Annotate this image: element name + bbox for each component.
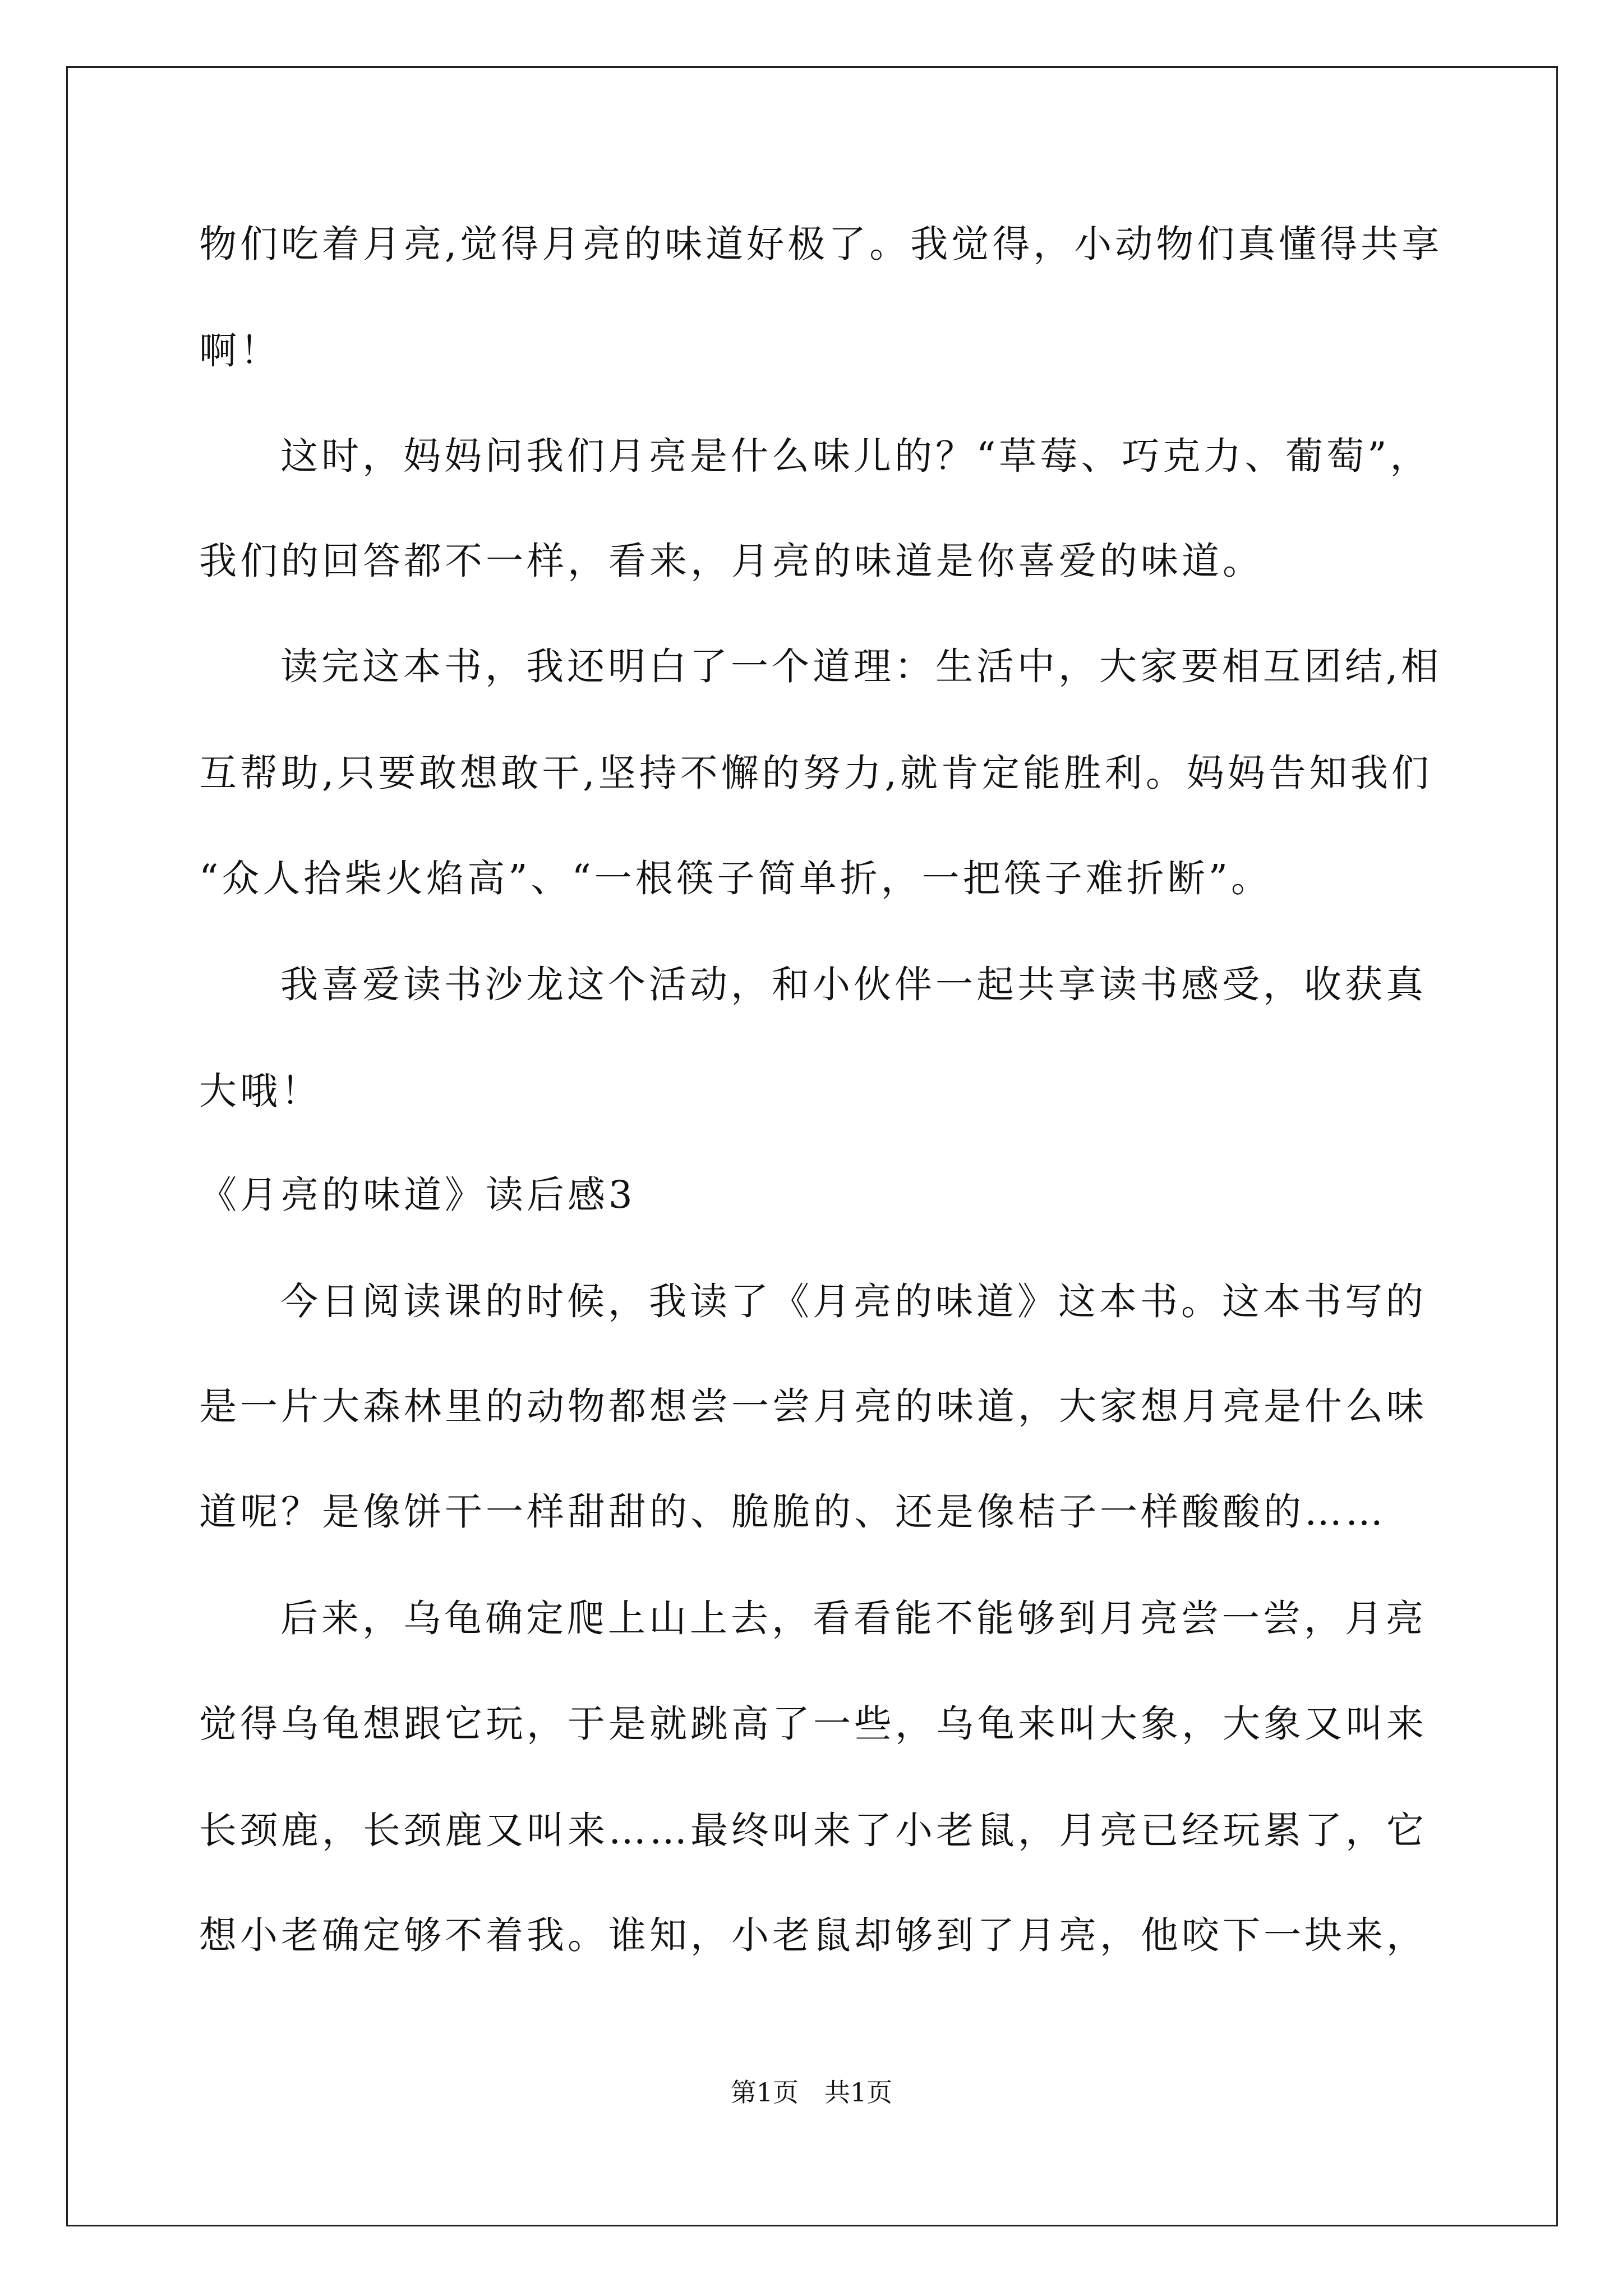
paragraph-start: 后来，乌龟确定爬上山上去，看看能不能够到月亮尝一尝，月亮 — [280, 1596, 1427, 1640]
page-footer: 第1页 共1页 — [730, 2077, 893, 2108]
text-line: “众人拾柴火焰高”、“一根筷子简单折，一把筷子难折断”。 — [199, 857, 1272, 900]
text-line: 物们吃着月亮,觉得月亮的味道好极了。我觉得，小动物们真懂得共享 — [199, 222, 1443, 266]
paragraph-start: 我喜爱读书沙龙这个活动，和小伙伴一起共享读书感受，收获真 — [280, 963, 1427, 1006]
text-line: 长颈鹿，长颈鹿又叫来……最终叫来了小老鼠，月亮已经玩累了，它 — [199, 1809, 1427, 1852]
text-line: 大哦！ — [199, 1069, 322, 1113]
section-heading: 《月亮的味道》读后感3 — [199, 1173, 636, 1217]
paragraph-start: 读完这本书，我还明白了一个道理：生活中，大家要相互团结,相 — [280, 645, 1442, 688]
text-line: 道呢？是像饼干一样甜甜的、脆脆的、还是像桔子一样酸酸的…… — [199, 1490, 1386, 1534]
text-line: 觉得乌龟想跟它玩，于是就跳高了一些，乌龟来叫大象，大象又叫来 — [199, 1702, 1427, 1746]
text-line: 我们的回答都不一样，看来，月亮的味道是你喜爱的味道。 — [199, 539, 1264, 583]
text-line: 啊！ — [199, 329, 281, 372]
paragraph-start: 这时，妈妈问我们月亮是什么味儿的？“草莓、巧克力、葡萄”， — [280, 434, 1431, 478]
text-line: 是一片大森林里的动物都想尝一尝月亮的味道，大家想月亮是什么味 — [199, 1384, 1427, 1428]
text-line: 互帮助,只要敢想敢干,坚持不懈的努力,就肯定能胜利。妈妈告知我们 — [199, 751, 1432, 795]
text-line: 想小老确定够不着我。谁知，小老鼠却够到了月亮，他咬下一块来， — [199, 1913, 1427, 1957]
paragraph-start: 今日阅读课的时候，我读了《月亮的味道》这本书。这本书写的 — [280, 1280, 1427, 1323]
page-border — [66, 66, 1558, 2226]
